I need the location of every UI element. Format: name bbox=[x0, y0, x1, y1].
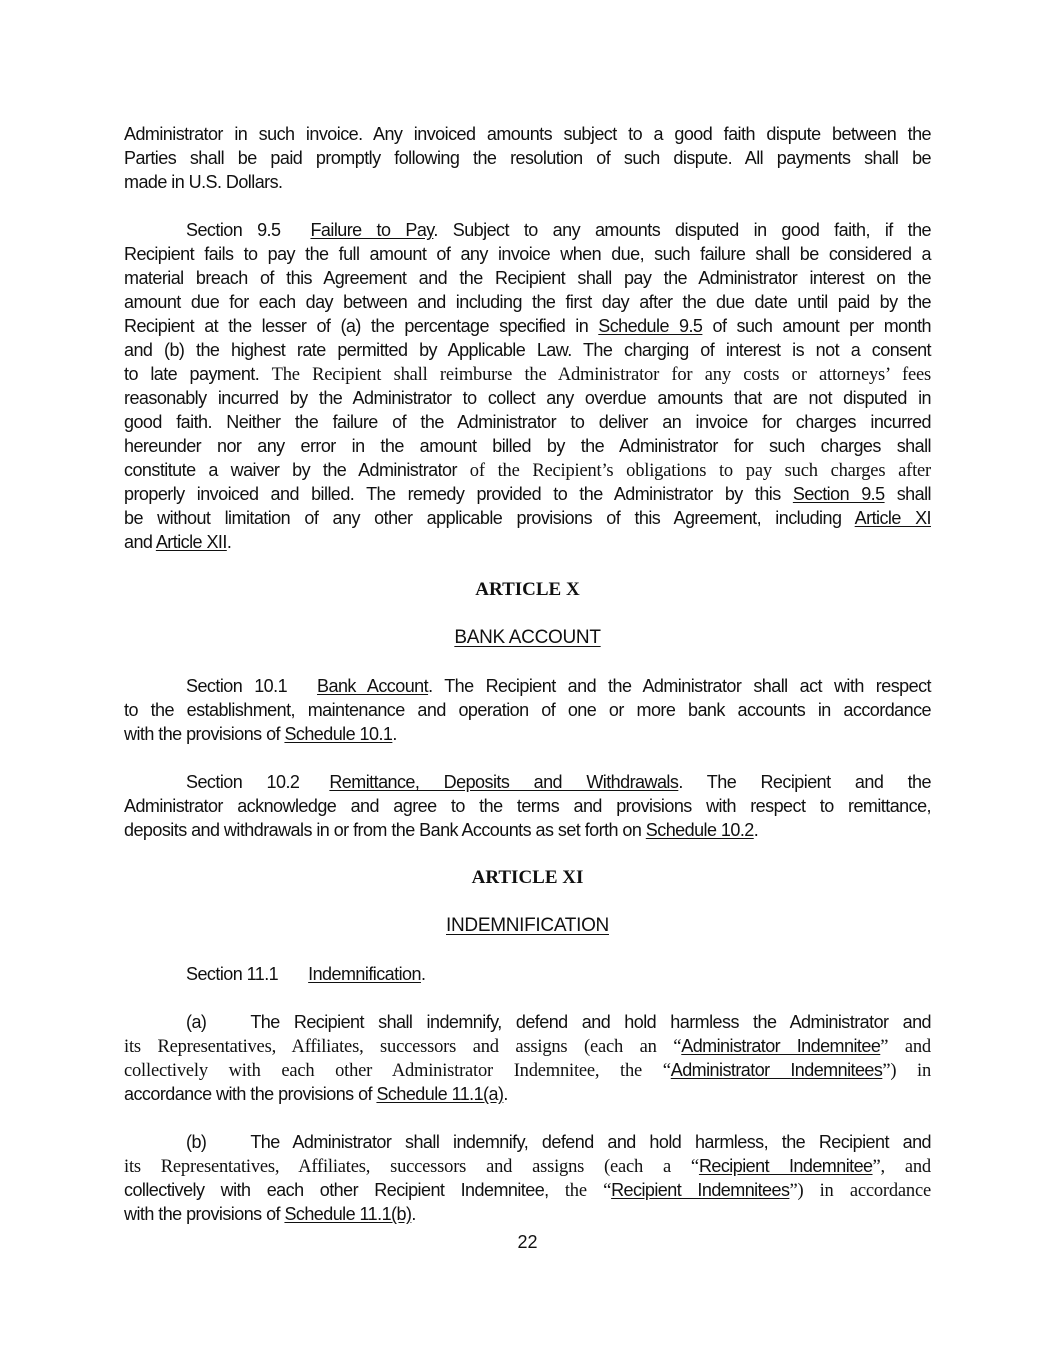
section-number: Section 10.1 bbox=[186, 676, 288, 696]
text: Recipient at the lesser of (a) the percentage specified in bbox=[124, 316, 599, 336]
text-line bbox=[124, 1058, 931, 1082]
schedule-11-1-b-reference: Schedule 11.1(b) bbox=[284, 1204, 412, 1224]
text-line bbox=[124, 1010, 931, 1034]
text: collectively with each other Administrator Indemnitee, the “ bbox=[124, 1061, 671, 1081]
clause-label: (a) bbox=[186, 1012, 207, 1032]
text-line bbox=[124, 1034, 931, 1058]
section-9-5-reference: Section 9.5 bbox=[792, 484, 885, 504]
text-line bbox=[124, 482, 931, 506]
text-line bbox=[124, 1178, 931, 1202]
text: shall bbox=[884, 484, 931, 504]
clause-a bbox=[124, 1010, 931, 1106]
text-line bbox=[124, 674, 931, 698]
text: collectively with each other Recipient Indemnitee, bbox=[124, 1180, 565, 1200]
section-10-2 bbox=[124, 770, 931, 842]
text-line: Administrator acknowledge and agree to the terms and provisions with respect to remittance, bbox=[124, 796, 931, 816]
text: ”) in bbox=[882, 1061, 931, 1081]
text-line: amount due for each day between and including the first day after the due date until paid by the bbox=[124, 292, 931, 312]
article-title-text: BANK ACCOUNT bbox=[454, 627, 601, 648]
article-title bbox=[124, 914, 931, 938]
defined-term: Recipient Indemnitees bbox=[611, 1180, 790, 1200]
schedule-11-1-a-reference: Schedule 11.1(a) bbox=[376, 1084, 504, 1104]
article-heading: ARTICLE X bbox=[475, 579, 580, 600]
text-line bbox=[124, 770, 931, 794]
text: ” and bbox=[880, 1037, 931, 1057]
section-title: Indemnification bbox=[308, 964, 421, 984]
schedule-10-2-reference: Schedule 10.2 bbox=[645, 820, 754, 840]
clause-label: (b) bbox=[186, 1132, 207, 1152]
text: the “ bbox=[564, 1181, 612, 1201]
text-line bbox=[124, 458, 931, 482]
text-line: reasonably incurred by the Administrator to collect any overdue amounts that are not disputed in bbox=[124, 388, 931, 408]
text: properly invoiced and billed. The remedy provided to the Administrator by this bbox=[124, 484, 793, 504]
section-9-5 bbox=[124, 218, 931, 554]
text-line bbox=[124, 506, 931, 530]
section-title: Bank Account bbox=[317, 676, 429, 696]
text: of such amount per month bbox=[702, 316, 932, 336]
text-line bbox=[124, 218, 931, 242]
article-xii-reference: Article XII bbox=[155, 532, 227, 552]
text: of the Recipient’s obligations to pay such charges after bbox=[469, 461, 931, 481]
text-line: to the establishment, maintenance and operation of one or more bank accounts in accordance bbox=[124, 700, 931, 720]
text: ”) in accordance bbox=[789, 1181, 931, 1201]
defined-term: Administrator Indemnitee bbox=[681, 1036, 881, 1056]
section-title: Failure to Pay bbox=[310, 220, 434, 240]
text-line bbox=[124, 314, 931, 338]
text: . bbox=[420, 964, 426, 984]
section-number: Section 10.2 bbox=[186, 772, 300, 792]
text: ”, and bbox=[872, 1157, 931, 1177]
schedule-9-5-reference: Schedule 9.5 bbox=[598, 316, 703, 336]
text-line: made in U.S. Dollars. bbox=[124, 172, 283, 192]
text: . The Recipient and the Administrator shall act with respect bbox=[428, 676, 931, 696]
text-line: Recipient fails to pay the full amount of any invoice when due, such failure shall be considered a bbox=[124, 244, 931, 264]
article-heading: ARTICLE XI bbox=[471, 867, 584, 888]
section-10-1 bbox=[124, 674, 931, 746]
text-line bbox=[124, 1154, 931, 1178]
article-title-text: INDEMNIFICATION bbox=[446, 915, 609, 936]
text: The Recipient shall reimburse the Administrator for any costs or attorneys’ fees bbox=[271, 365, 931, 385]
text: constitute a waiver by the Administrator bbox=[124, 460, 470, 480]
text-line bbox=[124, 362, 931, 386]
section-11-1-heading bbox=[124, 962, 931, 986]
text: . bbox=[411, 1204, 416, 1224]
text-line bbox=[124, 818, 931, 842]
text: . bbox=[503, 1084, 508, 1104]
text: accordance with the provisions of bbox=[124, 1084, 377, 1104]
schedule-10-1-reference: Schedule 10.1 bbox=[284, 724, 393, 744]
section-number: Section 9.5 bbox=[186, 220, 281, 240]
section-title: Remittance, Deposits and Withdrawals bbox=[329, 772, 679, 792]
text-line: and (b) the highest rate permitted by Applicable Law. The charging of interest is not a consent bbox=[124, 340, 931, 360]
text: and bbox=[124, 532, 156, 552]
text-line: Administrator in such invoice. Any invoiced amounts subject to a good faith dispute between the bbox=[124, 124, 931, 144]
document-page bbox=[124, 122, 931, 1226]
text: with the provisions of bbox=[124, 724, 285, 744]
text: . Subject to any amounts disputed in good faith, if the bbox=[433, 220, 931, 240]
clause-b bbox=[124, 1130, 931, 1226]
defined-term: Recipient Indemnitee bbox=[698, 1156, 873, 1176]
text: deposits and withdrawals in or from the Bank Accounts as set forth on bbox=[124, 820, 646, 840]
text-line: hereunder nor any error in the amount billed by the Administrator for such charges shall bbox=[124, 436, 931, 456]
text-line: material breach of this Agreement and the Recipient shall pay the Administrator interest on the bbox=[124, 268, 931, 288]
text: The Administrator shall indemnify, defend and hold harmless, the Recipient and bbox=[250, 1132, 931, 1152]
text: . The Recipient and the bbox=[678, 772, 931, 792]
text-line bbox=[124, 1130, 931, 1154]
defined-term: Administrator Indemnitees bbox=[670, 1060, 883, 1080]
text: its Representatives, Affiliates, successors and assigns (each a “ bbox=[124, 1157, 699, 1177]
text: to late payment. bbox=[124, 364, 272, 384]
text-line bbox=[124, 1082, 931, 1106]
text: The Recipient shall indemnify, defend and hold harmless the Administrator and bbox=[250, 1012, 931, 1032]
text: with the provisions of bbox=[124, 1204, 285, 1224]
text-line: good faith. Neither the failure of the Administrator to deliver an invoice for charges incurred bbox=[124, 412, 931, 432]
article-xi-reference: Article XI bbox=[854, 508, 931, 528]
text: . bbox=[226, 532, 232, 552]
text-line: Parties shall be paid promptly following the resolution of such dispute. All payments shall be bbox=[124, 148, 931, 168]
text: its Representatives, Affiliates, successors and assigns (each an “ bbox=[124, 1037, 682, 1057]
text-line bbox=[124, 530, 931, 554]
intro-paragraph bbox=[124, 122, 931, 194]
text: . bbox=[392, 724, 397, 744]
text: be without limitation of any other applicable provisions of this Agreement, including bbox=[124, 508, 855, 528]
text-line bbox=[124, 722, 931, 746]
section-number: Section 11.1 bbox=[186, 964, 279, 984]
text: . bbox=[753, 820, 759, 840]
text-line bbox=[124, 1202, 931, 1226]
article-title bbox=[124, 626, 931, 650]
page-number: 22 bbox=[517, 1232, 538, 1252]
